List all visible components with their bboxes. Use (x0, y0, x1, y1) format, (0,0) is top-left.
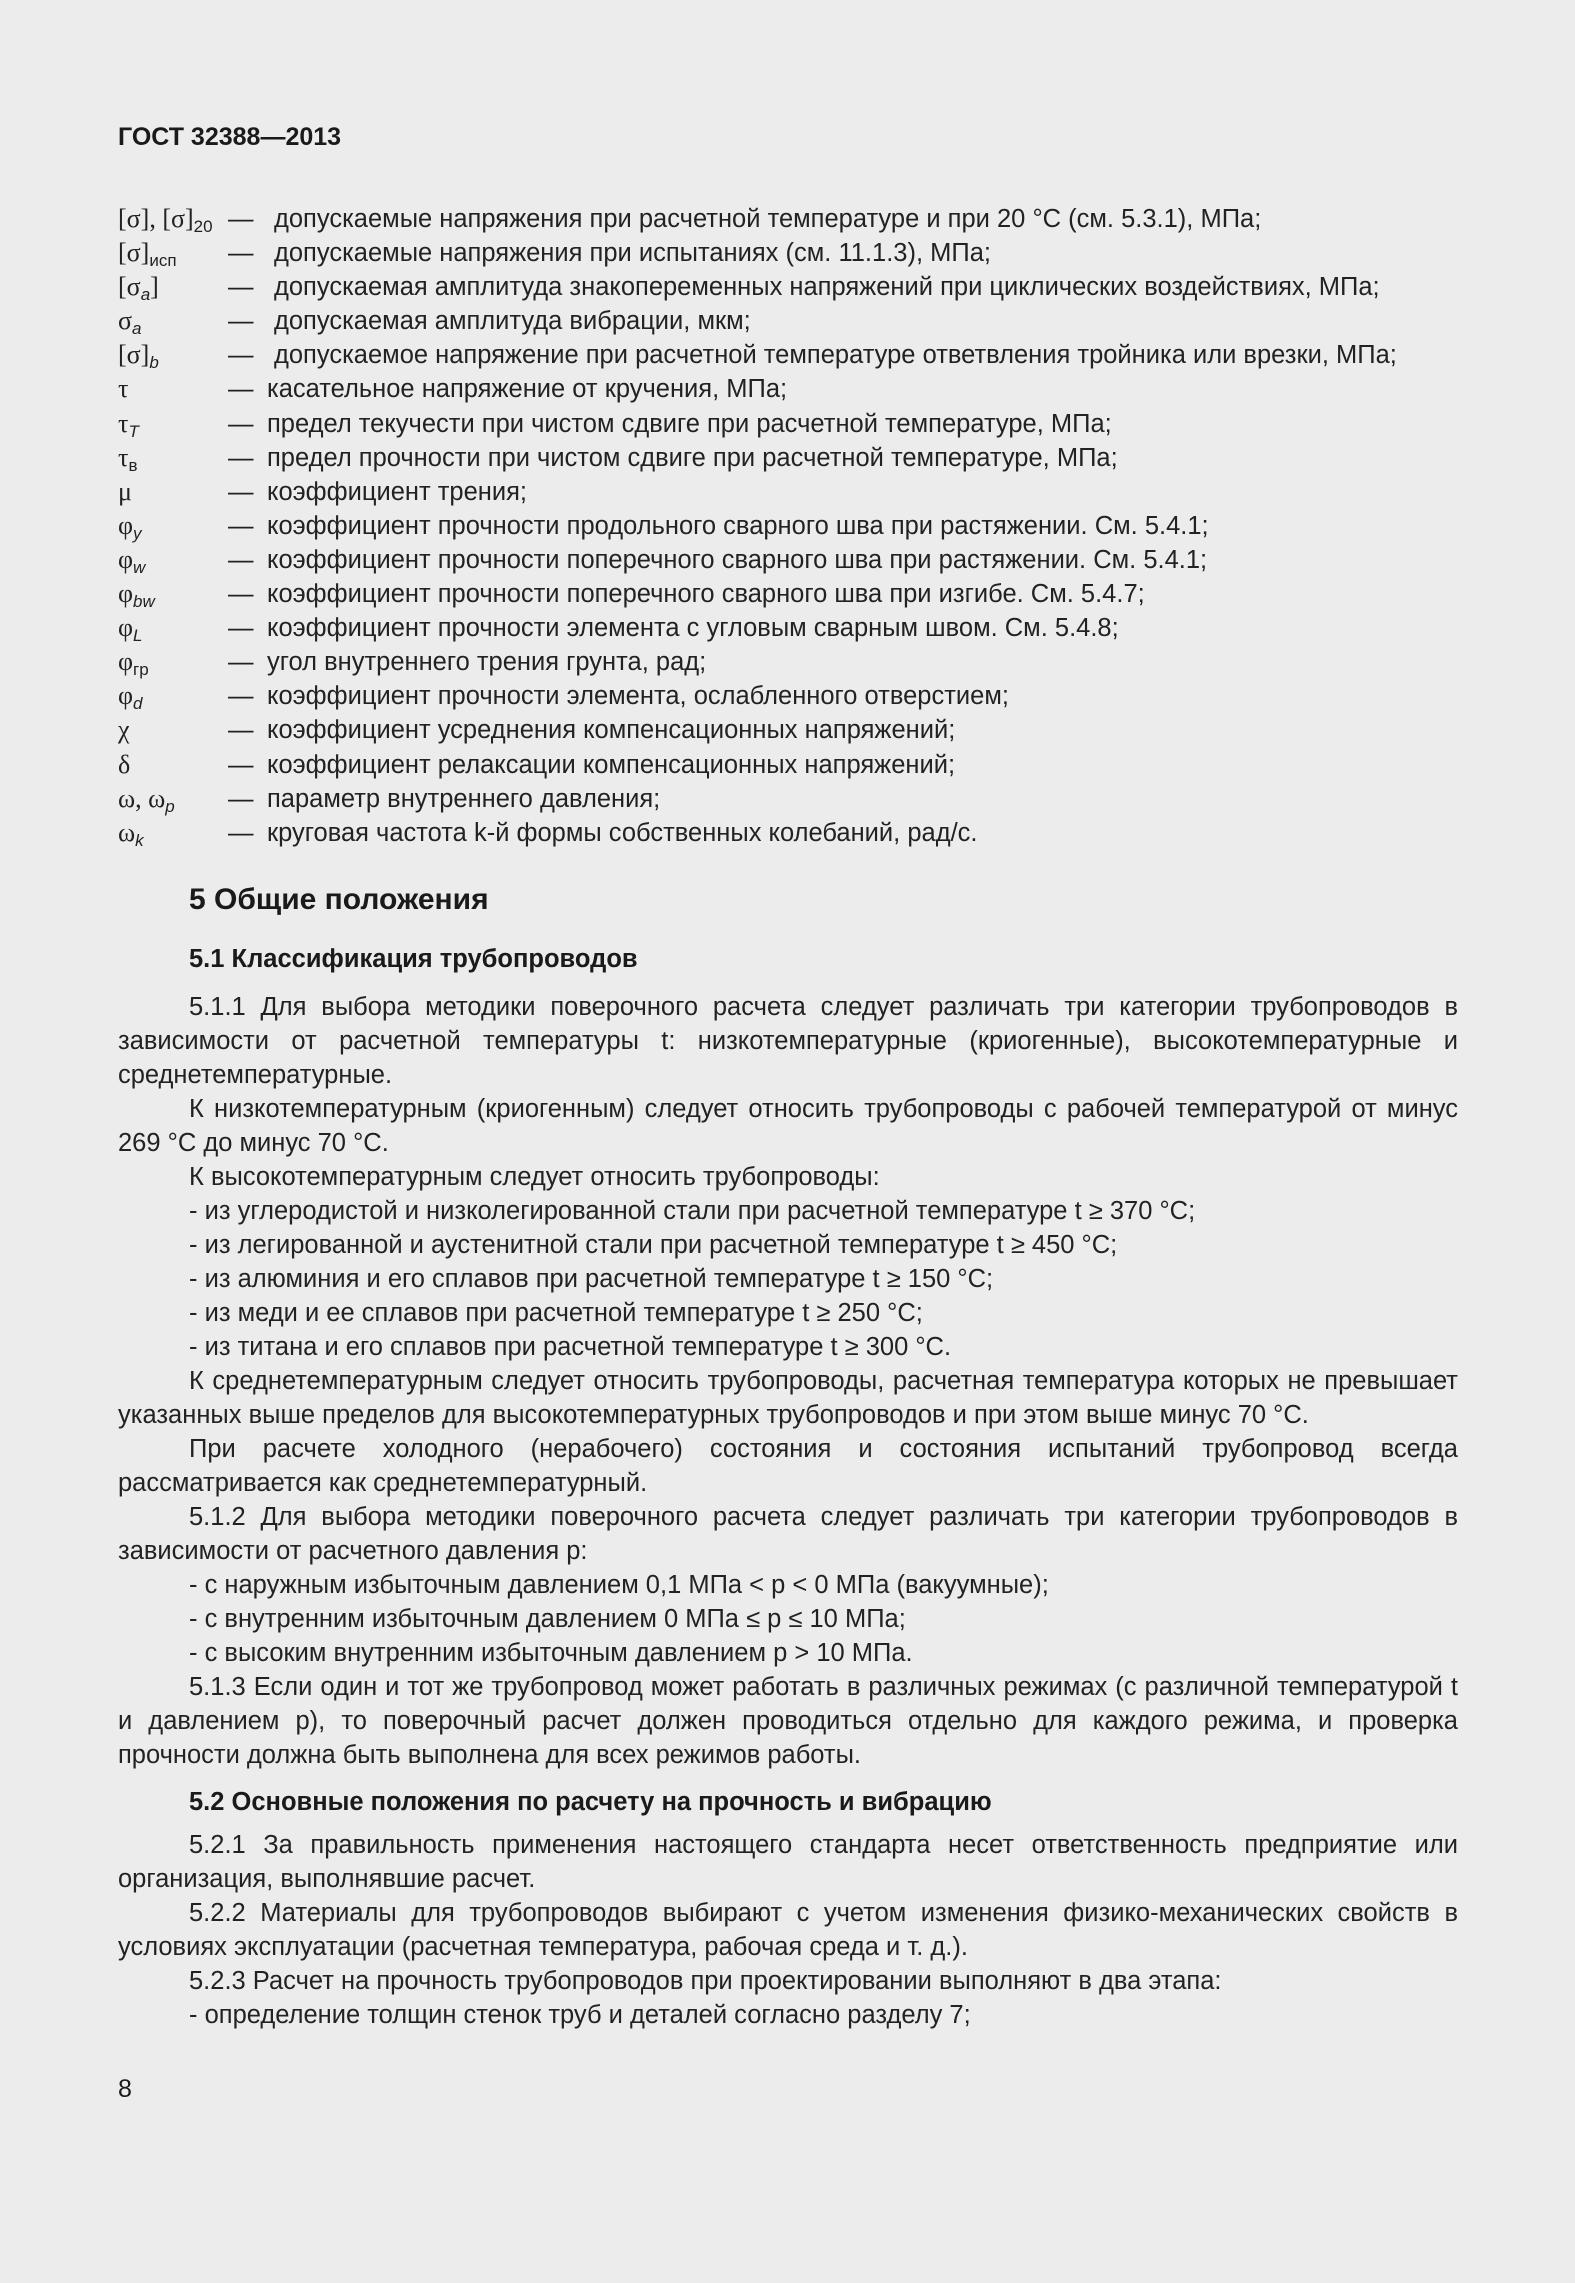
symbol-description: коэффициент прочности элемента, ослабленного отверстием; (267, 682, 1009, 711)
symbol-row (118, 577, 1458, 611)
em-dash: — (228, 682, 254, 711)
page-number: 8 (118, 2075, 132, 2103)
symbol-base: τ (118, 374, 129, 404)
symbol-description: параметр внутреннего давления; (267, 784, 661, 813)
symbol-subscript: гр (133, 660, 149, 680)
em-dash: — (228, 409, 254, 438)
symbol-row (118, 372, 1458, 406)
symbol-base: [σ] (118, 238, 150, 268)
symbol-base: φ (118, 613, 134, 643)
symbol-row (118, 679, 1458, 713)
paragraph-5-1-1: 5.1.1 Для выбора методики поверочного расчета следует различать три категории трубопроводов в зависимости от расчетной температуры t: низкотемпературные (криогенные), высокотемпературные и среднетемпературные. (118, 993, 1458, 1089)
paragraph-low-temperature: К низкотемпературным (криогенным) следует относить трубопроводы с рабочей температурой от минус 269 °С до минус 70 °С. (118, 1095, 1458, 1157)
symbol-base: ω, ω (118, 783, 166, 813)
em-dash: — (228, 614, 254, 643)
symbol-subscript: b (149, 353, 159, 373)
symbol-row (118, 611, 1458, 645)
em-dash: — (228, 648, 254, 677)
paragraph-high-temperature: К высокотемпературным следует относить трубопроводы: (189, 1163, 880, 1191)
symbol-base: τ (118, 442, 129, 472)
symbol-row (118, 202, 1458, 236)
list-item: - из алюминия и его сплавов при расчетной температуре t ≥ 150 °С; (189, 1265, 994, 1293)
symbol-subscript: k (135, 830, 144, 850)
symbol-subscript: y (133, 523, 142, 543)
symbol (118, 748, 130, 782)
symbol-row (118, 543, 1458, 577)
symbol-description: допускаемая амплитуда знакопеременных напряжений при циклических воздействиях, МПа; (274, 273, 1380, 302)
symbol-base: [σ (118, 272, 141, 302)
em-dash: — (228, 341, 254, 370)
paragraph-cold-state: При расчете холодного (нерабочего) состояния и состояния испытаний трубопровод всегда рассматривается как среднетемпературный. (118, 1435, 1458, 1497)
symbol-base: [σ], [σ] (118, 204, 194, 233)
em-dash: — (228, 818, 254, 847)
document-code-header: ГОСТ 32388—2013 (118, 123, 342, 151)
em-dash: — (228, 545, 254, 574)
symbol-list (118, 202, 1458, 850)
em-dash: — (228, 784, 254, 813)
symbol-subscript: p (165, 796, 175, 816)
symbol-subscript: 20 (193, 217, 213, 236)
symbol-description: коэффициент прочности элемента с угловым сварным швом. См. 5.4.8; (267, 614, 1119, 643)
em-dash: — (228, 750, 254, 779)
em-dash: — (228, 273, 254, 302)
list-item: - из легированной и аустенитной стали при расчетной температуре t ≥ 450 °С; (189, 1231, 1118, 1259)
symbol-subscript: в (128, 455, 138, 475)
symbol-row (118, 816, 1458, 850)
symbol-base: [σ] (118, 340, 150, 370)
symbol-description: угол внутреннего трения грунта, рад; (267, 648, 707, 677)
symbol-base: φ (118, 510, 134, 540)
em-dash: — (228, 716, 254, 745)
paragraph-5-1-3: 5.1.3 Если один и тот же трубопровод может работать в различных режимах (с различной температурой t и давлением p), то поверочный расчет должен проводиться отдельно для каждого режима, и проверка прочности должна быть выполнена для всех режимов работы. (118, 1673, 1458, 1769)
symbol-description: круговая частота k-й формы собственных колебаний, рад/с. (267, 818, 978, 847)
symbol-description: предел текучести при чистом сдвиге при расчетной температуре, МПа; (267, 409, 1112, 438)
em-dash: — (228, 307, 254, 336)
subsection-5-1-title: 5.1 Классификация трубопроводов (189, 945, 638, 973)
symbol-row (118, 441, 1458, 475)
symbol-base: φ (118, 681, 134, 711)
list-item: - с наружным избыточным давлением 0,1 МПа < p < 0 МПа (вакуумные); (189, 1571, 1049, 1599)
symbol-base: δ (118, 749, 131, 779)
symbol-base: μ (118, 476, 132, 506)
em-dash: — (228, 239, 254, 268)
symbol (118, 372, 128, 406)
symbol-row (118, 407, 1458, 441)
symbol-base: ω (118, 817, 136, 847)
symbol-row (118, 748, 1458, 782)
symbol-description: предел прочности при чистом сдвиге при расчетной температуре, МПа; (267, 443, 1118, 472)
symbol-description: коэффициент усреднения компенсационных напряжений; (267, 716, 956, 745)
symbol-subscript: bw (133, 592, 155, 612)
symbol-description: допускаемое напряжение при расчетной температуре ответвления тройника или врезки, МПа; (274, 341, 1397, 370)
symbol (118, 816, 144, 858)
symbol-description: допускаемая амплитуда вибрации, мкм; (274, 307, 751, 336)
list-item: - из титана и его сплавов при расчетной температуре t ≥ 300 °С. (189, 1333, 952, 1361)
symbol-base: φ (118, 544, 134, 574)
symbol-description: коэффициент прочности продольного сварного шва при растяжении. См. 5.4.1; (267, 511, 1209, 540)
symbol-subscript: w (133, 557, 146, 577)
symbol-description: коэффициент трения; (267, 477, 527, 506)
symbol-subscript: a (132, 319, 142, 339)
symbol (118, 475, 132, 509)
symbol-description: коэффициент прочности поперечного сварного шва при растяжении. См. 5.4.1; (267, 545, 1208, 574)
list-item: - определение толщин стенок труб и деталей согласно разделу 7; (189, 2001, 971, 2029)
em-dash: — (228, 511, 254, 540)
symbol-subscript: a (140, 285, 151, 305)
symbol-base: τ (118, 408, 129, 438)
symbol-base: φ (118, 579, 134, 609)
em-dash: — (228, 205, 254, 233)
list-item: - из углеродистой и низколегированной стали при расчетной температуре t ≥ 370 °С; (189, 1197, 1196, 1225)
symbol-description: коэффициент релаксации компенсационных напряжений; (267, 750, 956, 779)
em-dash: — (228, 375, 254, 404)
list-item: - с внутренним избыточным давлением 0 МПа ≤ p ≤ 10 МПа; (189, 1605, 906, 1633)
symbol-description: допускаемые напряжения при расчетной температуре и при 20 °С (см. 5.3.1), МПа; (274, 205, 1262, 233)
paragraph-5-2-1: 5.2.1 За правильность применения настоящего стандарта несет ответственность предприятие или организация, выполнявшие расчет. (118, 1831, 1458, 1893)
symbol-row (118, 782, 1458, 816)
paragraph-5-2-3: 5.2.3 Расчет на прочность трубопроводов при проектировании выполняют в два этапа: (189, 1967, 1222, 1995)
symbol-subscript: исп (149, 251, 177, 271)
document-body (118, 880, 1458, 2032)
symbol-description: коэффициент прочности поперечного сварного шва при изгибе. См. 5.4.7; (267, 580, 1145, 609)
symbol-row (118, 304, 1458, 338)
symbol-row (118, 475, 1458, 509)
symbol-description: допускаемые напряжения при испытаниях (см. 11.1.3), МПа; (274, 239, 991, 268)
symbol-row (118, 270, 1458, 304)
paragraph-5-1-2: 5.1.2 Для выбора методики поверочного расчета следует различать три категории трубопроводов в зависимости от расчетного давления p: (118, 1503, 1458, 1565)
em-dash: — (228, 443, 254, 472)
symbol-row (118, 713, 1458, 747)
symbol-row (118, 509, 1458, 543)
symbol-subscript: T (128, 421, 139, 441)
subsection-5-2-title: 5.2 Основные положения по расчету на прочность и вибрацию (189, 1788, 992, 1816)
symbol (118, 713, 130, 747)
em-dash: — (228, 477, 254, 506)
section-5-title: 5 Общие положения (189, 883, 489, 916)
list-item: - из меди и ее сплавов при расчетной температуре t ≥ 250 °С; (189, 1299, 923, 1327)
list-item: - с высоким внутренним избыточным давлением p > 10 МПа. (189, 1639, 913, 1667)
symbol-base: σ (118, 306, 133, 336)
symbol-row (118, 236, 1458, 270)
symbol-base: φ (118, 647, 134, 677)
symbol-suffix: ] (150, 272, 159, 302)
symbol-subscript: d (133, 694, 143, 714)
symbol-subscript: L (133, 626, 143, 646)
symbol-row (118, 338, 1458, 372)
symbol-base: χ (118, 715, 130, 745)
paragraph-mid-temperature: К среднетемпературным следует относить трубопроводы, расчетная температура которых не превышает указанных выше пределов для высокотемпературных трубопроводов и при этом выше минус 70 °С. (118, 1367, 1458, 1429)
paragraph-5-2-2: 5.2.2 Материалы для трубопроводов выбирают с учетом изменения физико-механических свойств в условиях эксплуатации (расчетная температура, рабочая среда и т. д.). (118, 1899, 1458, 1961)
symbol-row (118, 645, 1458, 679)
symbol-description: касательное напряжение от кручения, МПа; (267, 375, 788, 404)
em-dash: — (228, 580, 254, 609)
